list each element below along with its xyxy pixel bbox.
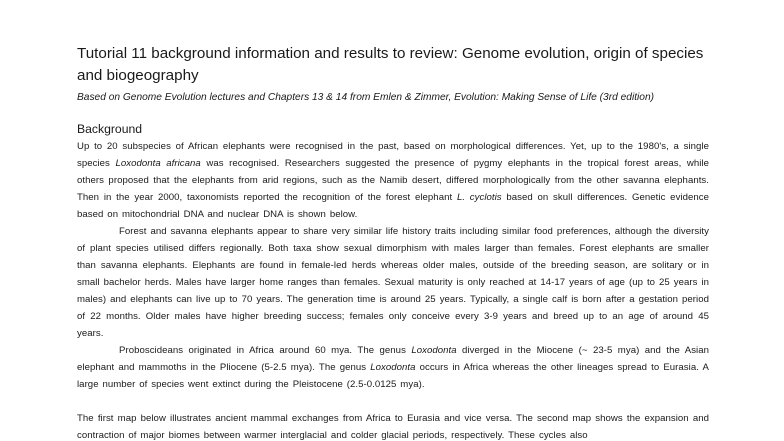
paragraph-proboscideans bbox=[77, 342, 709, 393]
section-heading-background: Background bbox=[77, 122, 143, 136]
genus-name: Loxodonta bbox=[370, 362, 416, 373]
document-title: Tutorial 11 background information and results to review: Genome evolution, origin of species and biogeography bbox=[77, 45, 704, 84]
paragraph-maps: The first map below illustrates ancient mammal exchanges from Africa to Eurasia and vice versa. The second map shows the expansion and contraction of major biomes between warmer interglacial and colder glacial periods, respectively. These cycles also bbox=[77, 413, 709, 441]
paragraph-life-history: Forest and savanna elephants appear to share very similar life history traits including similar food preferences, although the diversity of plant species utilised differs regionally. Both taxa show sexual dimorphism with males larger than females. Forest elephants are smaller than savanna elephants. Elephants are found in female-led herds whereas older males, outside of the breeding season, are solitary or in small bachelor herds. Males have larger home ranges than females. Sexual maturity is only reached at 14-17 years of age (up to 25 years in males) and elephants can live up to 70 years. The generation time is around 25 years. Typically, a single calf is born after a gestation period of 22 months. Older males have higher breeding success; females only conceive every 3-9 years and breed up to an age of around 45 years. bbox=[77, 226, 709, 339]
document-subtitle: Based on Genome Evolution lectures and Chapters 13 & 14 from Emlen & Zimmer, Evolution: Making Sense of Life (3rd edition) bbox=[77, 92, 655, 103]
document-body bbox=[77, 138, 709, 441]
paragraph-subspecies bbox=[77, 138, 709, 223]
paragraph-text: based on skull differences. Genetic evidence based on mitochondrial DNA and nuclear DNA is shown below. bbox=[77, 192, 709, 220]
paragraph-text: Proboscideans originated in Africa around 60 mya. The genus bbox=[119, 345, 412, 356]
paragraph-text: was recognised. Researchers suggested the presence of pygmy elephants in the tropical forest areas, while others proposed that the elephants from arid regions, such as the Namib desert, differed morphologically from the other savanna elephants. Then in the year 2000, taxonomists reported the recognition of the forest elephant bbox=[77, 158, 709, 203]
genus-name: Loxodonta bbox=[411, 345, 457, 356]
paragraph-text: diverged in the Miocene (~ 23-5 mya) and the Asian elephant and mammoths in the Pliocene (5-2.5 mya). The genus bbox=[77, 345, 709, 373]
species-name: L. cyclotis bbox=[456, 192, 502, 203]
paragraph-text: occurs in Africa whereas the other lineages spread to Eurasia. A large number of species went extinct during the Pleistocene (2.5-0.0125 mya). bbox=[77, 362, 709, 390]
paragraph-text: Up to 20 subspecies of African elephants were recognised in the past, based on morphological differences. Yet, up to the 1980's, a single species bbox=[77, 141, 709, 169]
species-name: Loxodonta africana bbox=[115, 158, 201, 169]
